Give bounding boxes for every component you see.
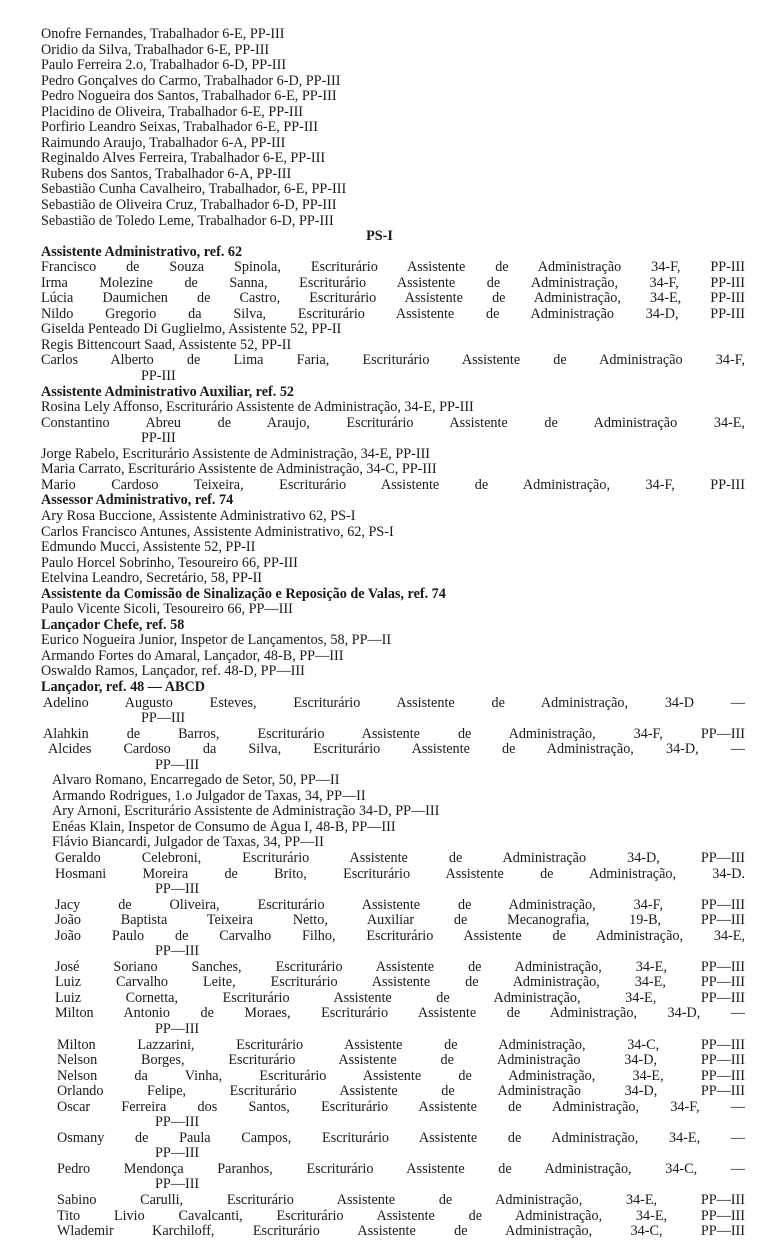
text-line: Luiz Carvalho Leite, Escriturário Assistente de Administração, 34-E, PP—III (55, 975, 745, 991)
text-line: Ary Arnoni, Escriturário Assistente de Administração 34-D, PP—III (52, 804, 440, 820)
text-line: Regis Bittencourt Saad, Assistente 52, PP-II (41, 337, 292, 353)
text-line: Sebastião de Toledo Leme, Trabalhador 6-D, PP-III (41, 213, 334, 229)
text-line: Onofre Fernandes, Trabalhador 6-E, PP-III (41, 27, 285, 42)
text-line: Rosina Lely Affonso, Escriturário Assistente de Administração, 34-E, PP-III (41, 400, 474, 416)
text-line: Luiz Cornetta, Escriturário Assistente de Administração, 34-E, PP—III (55, 990, 745, 1006)
text-line-continuation: PP—III (155, 1177, 200, 1193)
text-line: Carlos Francisco Antunes, Assistente Administrativo, 62, PS-I (41, 524, 394, 540)
text-line: Geraldo Celebroni, Escriturário Assistente de Administração 34-D, PP—III (55, 850, 745, 866)
text-line: Orlando Felipe, Escriturário Assistente de Administração 34-D, PP—III (57, 1084, 745, 1100)
document-page (0, 27, 759, 1240)
text-line: Porfirio Leandro Seixas, Trabalhador 6-E, PP-III (41, 120, 319, 136)
text-line: Sabino Carulli, Escriturário Assistente de Administração, 34-E, PP—III (57, 1193, 745, 1209)
text-line-continuation: PP—III (155, 1146, 200, 1162)
text-line: Reginaldo Alves Ferreira, Trabalhador 6-E, PP-III (41, 151, 326, 167)
text-line: Pedro Mendonça Paranhos, Escriturário Assistente de Administração, 34-C, — (57, 1161, 745, 1177)
text-line: Raimundo Araujo, Trabalhador 6-A, PP-III (41, 135, 286, 151)
text-line: Pedro Nogueira dos Santos, Trabalhador 6-E, PP-III (41, 89, 337, 105)
text-line-continuation: PP—III (155, 757, 200, 773)
section-heading: Assessor Administrativo, ref. 74 (41, 493, 234, 509)
text-line: José Soriano Sanches, Escriturário Assistente de Administração, 34-E, PP—III (55, 959, 745, 975)
text-line: Oswaldo Ramos, Lançador, ref. 48-D, PP—III (41, 664, 305, 680)
text-line: João Baptista Teixeira Netto, Auxiliar de Mecanografia, 19-B, PP—III (55, 913, 745, 929)
text-line: Osmany de Paula Campos, Escriturário Assistente de Administração, 34-E, — (57, 1130, 745, 1146)
text-line: Edmundo Mucci, Assistente 52, PP-II (41, 540, 256, 556)
text-line: Tito Livio Cavalcanti, Escriturário Assistente de Administração, 34-E, PP—III (57, 1208, 745, 1224)
text-line: Alahkin de Barros, Escriturário Assistente de Administração, 34-F, PP—III (43, 726, 745, 742)
text-line: Adelino Augusto Esteves, Escriturário Assistente de Administração, 34-D — (43, 695, 745, 711)
text-line-continuation: PP-III (141, 369, 176, 385)
text-line: Alcides Cardoso da Silva, Escriturário Assistente de Administração, 34-D, — (48, 742, 745, 758)
text-line: Francisco de Souza Spinola, Escriturário Assistente de Administração 34-F, PP-III (41, 260, 745, 276)
text-line: Oridio da Silva, Trabalhador 6-E, PP-III (41, 42, 270, 58)
text-line: Rubens dos Santos, Trabalhador 6-A, PP-III (41, 166, 292, 182)
text-line: Giselda Penteado Di Guglielmo, Assistente 52, PP-II (41, 322, 342, 338)
text-line-continuation: PP—III (155, 1022, 200, 1037)
text-line: Paulo Vicente Sicoli, Tesoureiro 66, PP—III (41, 602, 293, 618)
section-heading: Assistente Administrativo, ref. 62 (41, 244, 243, 260)
text-line: Carlos Alberto de Lima Faria, Escriturário Assistente de Administração 34-F, (41, 353, 745, 369)
text-line: Mario Cardoso Teixeira, Escriturário Assistente de Administração, 34-F, PP-III (41, 477, 745, 493)
text-line: Flávio Biancardi, Julgador de Taxas, 34, PP—II (52, 835, 324, 851)
text-line: Milton Antonio de Moraes, Escriturário Assistente de Administração, 34-D, — (55, 1006, 745, 1022)
text-line: Armando Rodrigues, 1.o Julgador de Taxas, 34, PP—II (52, 788, 366, 804)
section-heading: PS-I (366, 229, 393, 245)
section-heading: Assistente da Comissão de Sinalização e Reposição de Valas, ref. 74 (41, 586, 446, 602)
text-line: Oscar Ferreira dos Santos, Escriturário Assistente de Administração, 34-F, — (57, 1099, 745, 1115)
text-line: Etelvina Leandro, Secretário, 58, PP-II (41, 571, 263, 587)
text-line: Placidino de Oliveira, Trabalhador 6-E, PP-III (41, 104, 304, 120)
text-line-continuation: PP—III (141, 711, 186, 727)
text-line-continuation: PP—III (155, 944, 200, 960)
text-line: Lúcia Daumichen de Castro, Escriturário Assistente de Administração, 34-E, PP-III (41, 291, 745, 307)
text-line: Wlademir Karchiloff, Escriturário Assistente de Administração, 34-C, PP—III (57, 1224, 745, 1240)
text-line-continuation: PP—III (155, 1115, 200, 1131)
text-line: Hosmani Moreira de Brito, Escriturário Assistente de Administração, 34-D. (55, 866, 745, 882)
text-line: Constantino Abreu de Araujo, Escriturário Assistente de Administração 34-E, (41, 415, 745, 431)
text-line: Eurico Nogueira Junior, Inspetor de Lançamentos, 58, PP—II (41, 633, 392, 649)
section-heading: Assistente Administrativo Auxiliar, ref. 52 (41, 384, 295, 400)
text-line: Sebastião Cunha Cavalheiro, Trabalhador, 6-E, PP-III (41, 182, 347, 198)
text-line: Alvaro Romano, Encarregado de Setor, 50, PP—II (52, 773, 340, 789)
text-line: Sebastião de Oliveira Cruz, Trabalhador 6-D, PP-III (41, 198, 337, 214)
text-line-continuation: PP—III (155, 882, 200, 898)
text-line: Milton Lazzarini, Escriturário Assistente de Administração, 34-C, PP—III (57, 1037, 745, 1053)
text-line: João Paulo de Carvalho Filho, Escriturário Assistente de Administração, 34-E, (55, 928, 745, 944)
section-heading: Lançador, ref. 48 — ABCD (41, 679, 205, 695)
text-line: Maria Carrato, Escriturário Assistente de Administração, 34-C, PP-III (41, 462, 437, 478)
text-line: Nelson da Vinha, Escriturário Assistente de Administração, 34-E, PP—III (57, 1068, 745, 1084)
text-line: Armando Fortes do Amaral, Lançador, 48-B, PP—III (41, 648, 344, 664)
text-line: Jorge Rabelo, Escriturário Assistente de Administração, 34-E, PP-III (41, 446, 431, 462)
text-line: Paulo Horcel Sobrinho, Tesoureiro 66, PP-III (41, 555, 298, 571)
text-line: Paulo Ferreira 2.o, Trabalhador 6-D, PP-III (41, 58, 287, 74)
text-line: Enéas Klain, Inspetor de Consumo de Água I, 48-B, PP—III (52, 819, 396, 835)
text-line: Nildo Gregorio da Silva, Escriturário Assistente de Administração 34-D, PP-III (41, 306, 745, 322)
text-line: Jacy de Oliveira, Escriturário Assistente de Administração, 34-F, PP—III (55, 897, 745, 913)
text-line-continuation: PP-III (141, 431, 176, 447)
text-line: Irma Molezine de Sanna, Escriturário Assistente de Administração, 34-F, PP-III (41, 275, 745, 291)
text-line: Pedro Gonçalves do Carmo, Trabalhador 6-D, PP-III (41, 73, 341, 89)
section-heading: Lançador Chefe, ref. 58 (41, 617, 185, 633)
text-line: Nelson Borges, Escriturário Assistente de Administração 34-D, PP—III (57, 1053, 745, 1069)
text-line: Ary Rosa Buccione, Assistente Administrativo 62, PS-I (41, 508, 356, 524)
